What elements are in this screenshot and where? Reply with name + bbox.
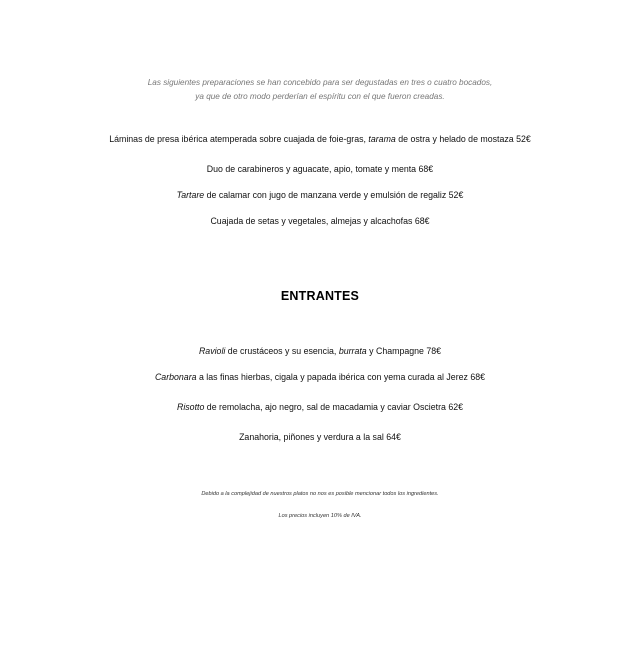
dish-text: de ostra y helado de mostaza 52€ (395, 134, 531, 144)
allergen-note: Debido a la complejidad de nuestros platos no nos es posible mencionar todos los ingredientes. (201, 491, 439, 497)
section-heading-entrantes: ENTRANTES (280, 289, 360, 303)
dish-carbonara (0, 371, 640, 383)
dish-italic-term: Risotto (176, 402, 205, 412)
dish-italic-term: Ravioli (198, 346, 226, 356)
dish-tartare-calamar (0, 189, 640, 201)
dish-laminas-presa (0, 133, 640, 145)
dish-risotto (0, 401, 640, 413)
dish-ravioli (0, 345, 640, 357)
dish-text: y Champagne 78€ (366, 346, 442, 356)
dish-text: de remolacha, ajo negro, sal de macadamia y caviar Oscietra 62€ (204, 402, 464, 412)
dish-text: de crustáceos y su esencia, (225, 346, 339, 356)
dish-duo-carabineros: Duo de carabineros y aguacate, apio, tomate y menta 68€ (206, 164, 434, 174)
dish-italic-term: tarama (368, 134, 396, 144)
dish-text: a las finas hierbas, cigala y papada ibérica con yema curada al Jerez 68€ (196, 372, 486, 382)
intro-line-1: Las siguientes preparaciones se han concebido para ser degustadas en tres o cuatro bocados, (147, 78, 493, 87)
dish-italic-term: burrata (338, 346, 367, 356)
dish-italic-term: Carbonara (154, 372, 197, 382)
dish-cuajada-setas: Cuajada de setas y vegetales, almejas y alcachofas 68€ (210, 216, 430, 226)
dish-zanahoria: Zanahoria, piñones y verdura a la sal 64€ (239, 432, 401, 442)
intro-line-2: ya que de otro modo perderían el espíritu con el que fueron creadas. (195, 92, 445, 101)
dish-text: Láminas de presa ibérica atemperada sobre cuajada de foie-gras, (109, 134, 369, 144)
dish-italic-term: Tartare (176, 190, 205, 200)
vat-note: Los precios incluyen 10% de IVA. (278, 513, 362, 519)
dish-text: de calamar con jugo de manzana verde y emulsión de regaliz 52€ (204, 190, 464, 200)
